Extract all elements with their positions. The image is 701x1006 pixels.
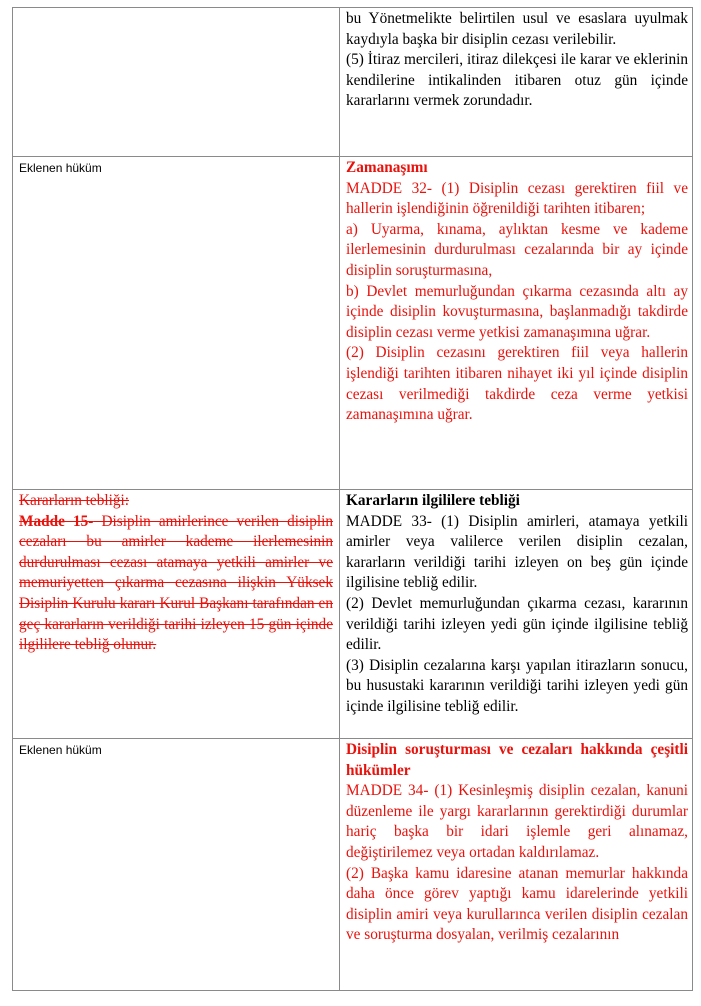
right-cell (340, 8, 693, 157)
article-title: Zamanaşımı (346, 159, 428, 176)
paragraph: (5) İtiraz mercileri, itiraz dilekçesi ile karar ve eklerinin kendilerine intikalinden itibaren otuz gün içinde kararlarını vermek zorundadır. (346, 51, 688, 110)
paragraph: MADDE 34- (1) Kesinleşmiş disiplin cezalan, kanuni düzenleme ile yargı kararlarının gerektirdiği durumlar hariç başka bir idari işlemle geri alınamaz, değiştirilemez veya ortadan kaldırılamaz. (346, 782, 688, 861)
paragraph: b) Devlet memurluğundan çıkarma cezasında altı ay içinde disiplin kovuşturmasına, başlanmadığı takdirde disiplin cezası verme yetkisi zamanaşımına uğrar. (346, 282, 688, 341)
paragraph: MADDE 33- (1) Disiplin amirleri, atamaya yetkili amirler veya valilerce verilen disiplin cezalan, kararların verildiği tarihi izleyen on beş gün içinde ilgilisine tebliğ edilir. (346, 512, 688, 592)
paragraph: (2) Disiplin cezasını gerektiren fiil veya hallerin işlendiği tarihten itibaren nihayet iki yıl içinde disiplin cezası verilmediği takdirde ceza verme yetkisi zamanaşımına uğrar. (346, 344, 688, 424)
table-row (13, 490, 693, 739)
table-row (13, 8, 693, 157)
left-cell-empty (13, 8, 340, 157)
left-cell-deleted (13, 490, 340, 739)
right-cell (340, 157, 693, 490)
article-title: Disiplin soruşturması ve cezaları hakkında çeşitli hükümler (346, 741, 688, 779)
row-label: Eklenen hüküm (19, 161, 102, 175)
paragraph: (2) Başka kamu idaresine atanan memurlar hakkında daha önce görev yaptığı kamu idarelerinde yetkili disiplin amiri veya kurullarınca verilen disiplin cezalan ve soruşturma dosyalan, verilmiş cezalarının (346, 864, 688, 944)
deleted-article-number: Madde 15- (19, 512, 94, 530)
left-cell (13, 739, 340, 991)
left-cell (13, 157, 340, 490)
paragraph: a) Uyarma, kınama, aylıktan kesme ve kademe ilerlemesinin durdurulması cezalarında bir ay içinde disiplin soruşturmasına, (346, 220, 688, 279)
comparison-table (12, 7, 693, 991)
paragraph: (2) Devlet memurluğundan çıkarma cezası, kararının verildiği tarihi izleyen yedi gün içinde ilgilisine tebliğ edilir. (346, 594, 688, 654)
paragraph: bu Yönetmelikte belirtilen usul ve esaslara uyulmak kaydıyla başka bir disiplin cezası verilebilir. (346, 10, 688, 48)
paragraph: (3) Disiplin cezalarına karşı yapılan itirazların sonucu, bu husustaki kararının verildiği tarihi izleyen yedi gün içinde ilgilisine tebliğ edilir. (346, 656, 688, 715)
article-title: Kararların ilgililere tebliği (346, 492, 520, 509)
deleted-article-text: Disiplin amirlerince verilen disiplin cezaları bu amirler kademe ilerlemesinin durdurulması cezası atamaya yetkili amirler ve memuriyetten çıkarma cezasına ilişkin Yüksek Disiplin Kurulu kararı Kurul Başkanı tarafından en geç kararların verildiği tarihi izleyen 15 gün içinde ilgililere tebliğ olunur. (19, 512, 334, 654)
deleted-title: Kararların tebliği: (19, 492, 130, 509)
table-row (13, 739, 693, 991)
paragraph: MADDE 32- (1) Disiplin cezası gerektiren fiil ve hallerin işlendiğinin öğrenildiği tarihten itibaren; (346, 179, 688, 218)
row-label: Eklenen hüküm (19, 743, 102, 757)
table-row (13, 157, 693, 490)
right-cell (340, 739, 693, 991)
right-cell (340, 490, 693, 739)
